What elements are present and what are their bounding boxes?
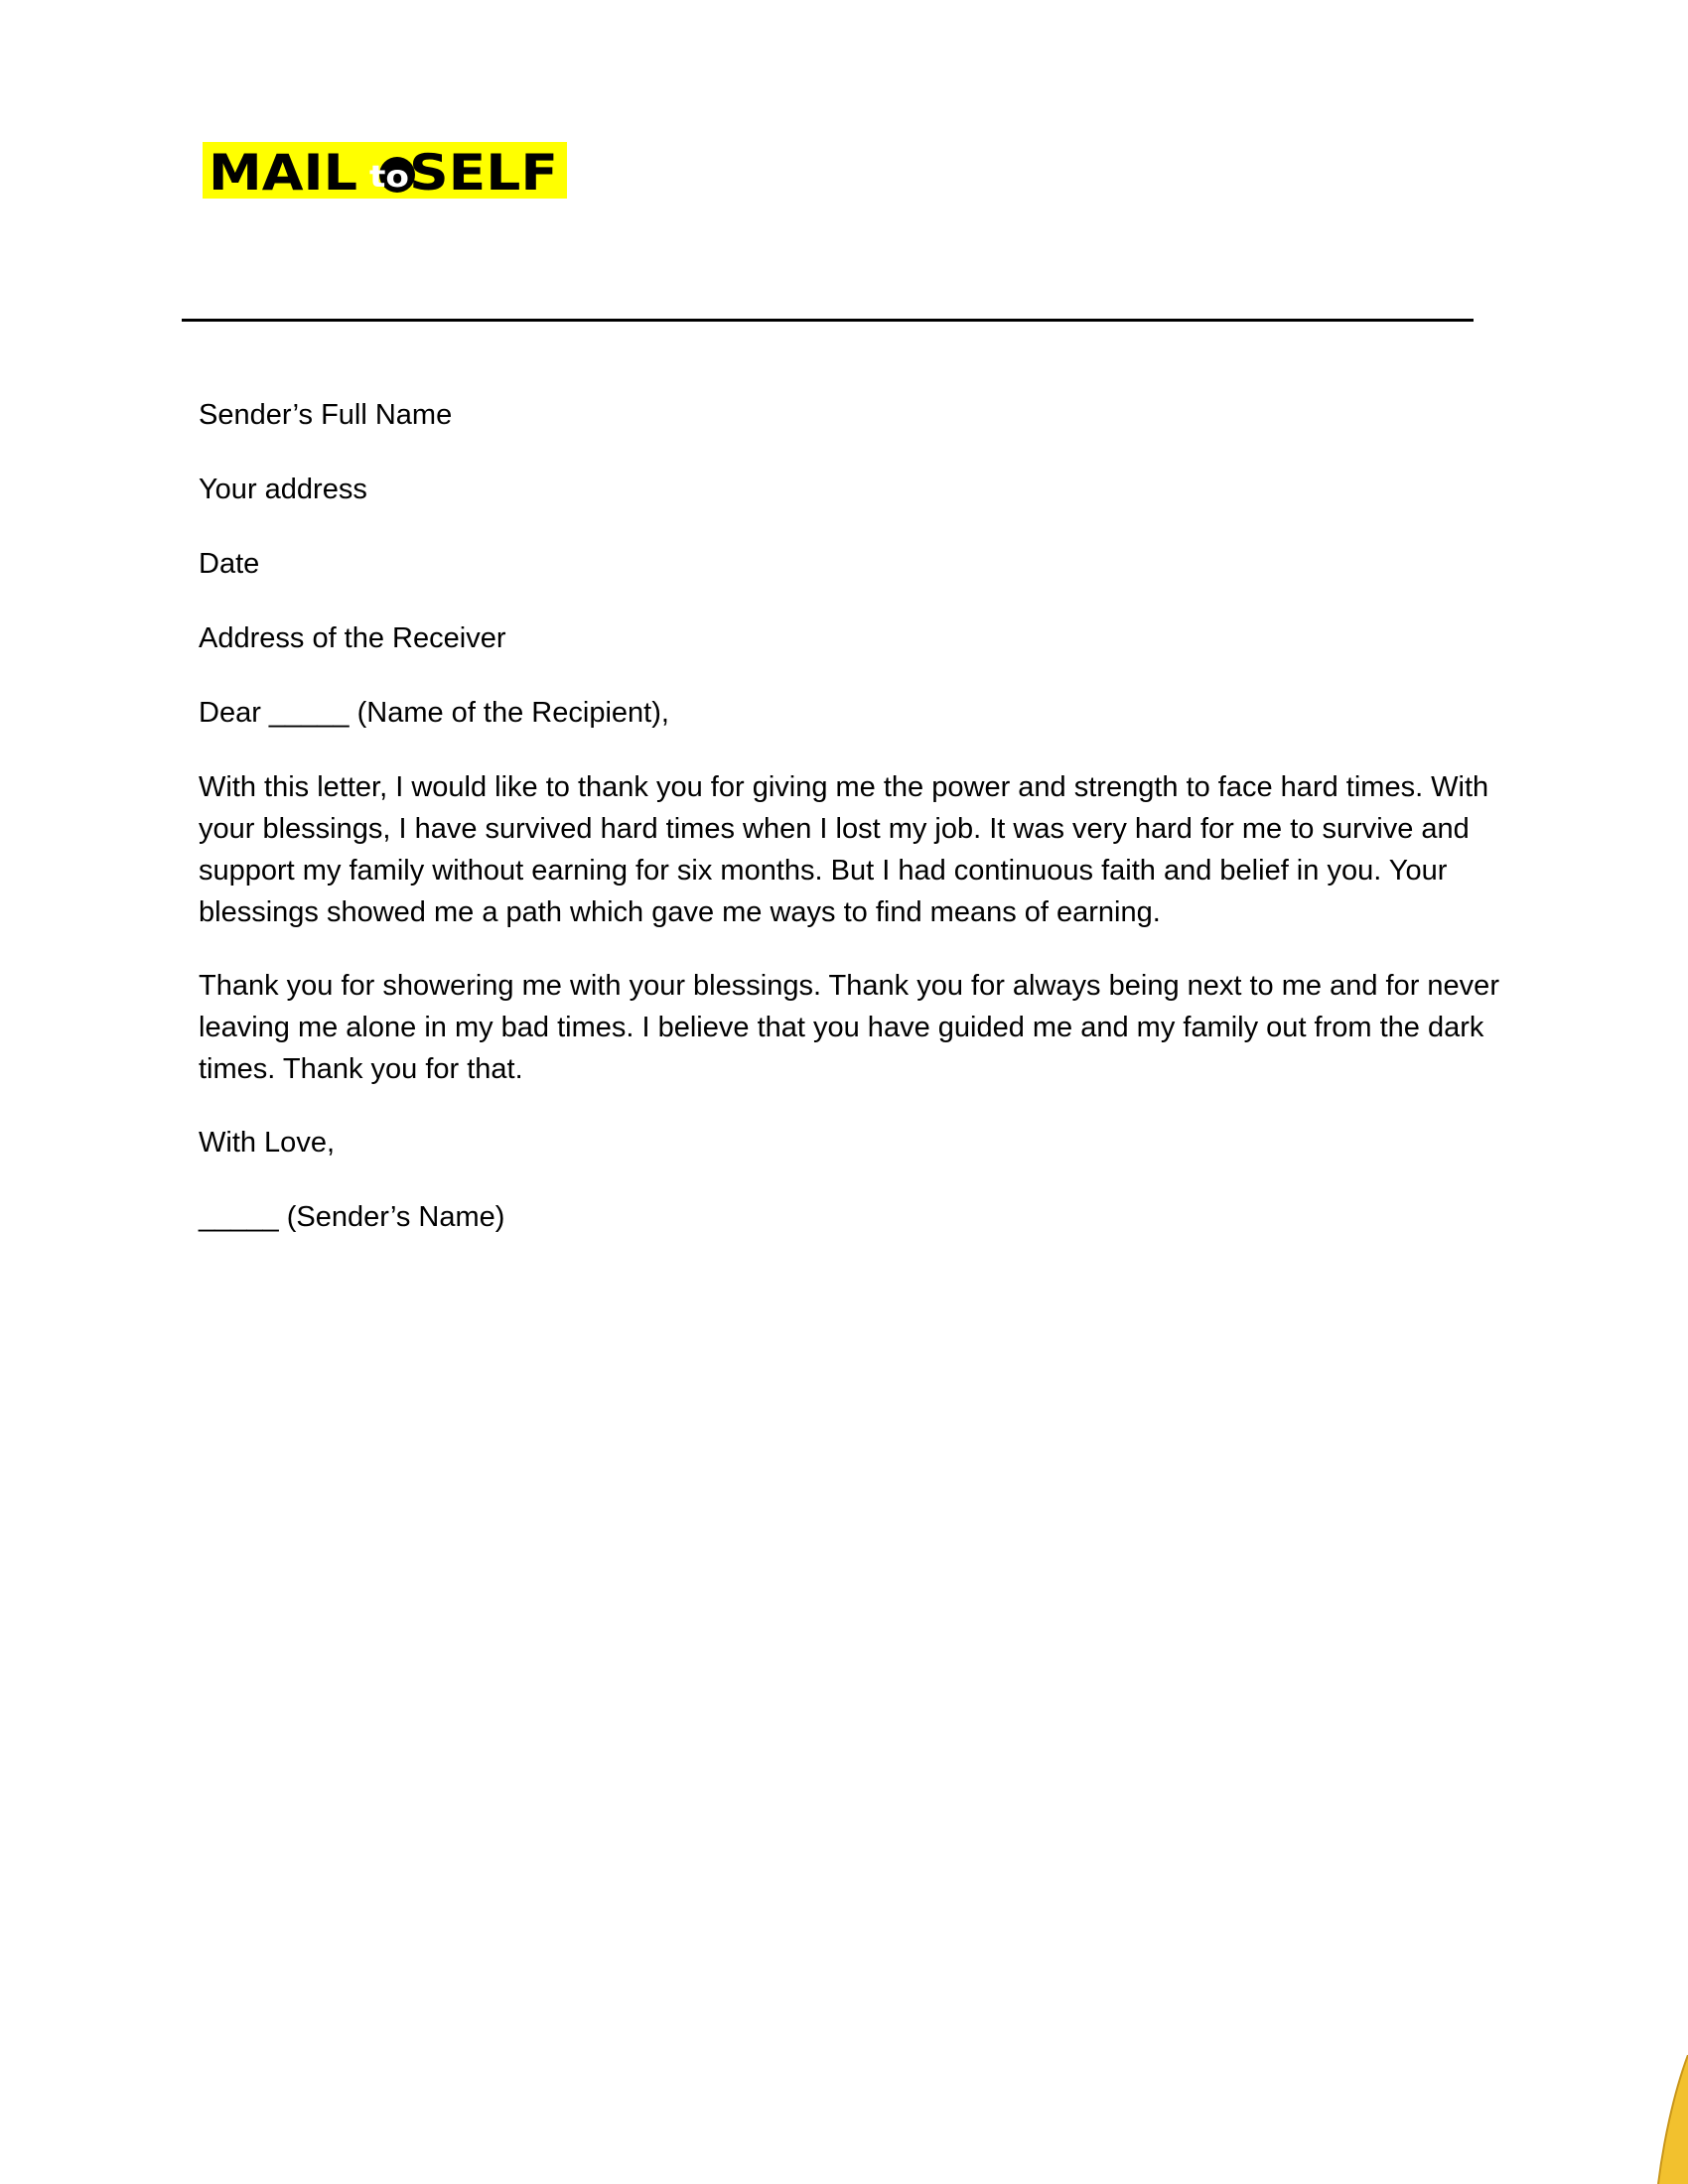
body-paragraph-2: Thank you for showering me with your blessings. Thank you for always being next to me and for never leaving me alone in my bad times. I believe that you have guided me and my family out from the dark times. Thank you for that. bbox=[199, 970, 1508, 1085]
receiver-address: Address of the Receiver bbox=[199, 622, 506, 654]
header-divider bbox=[182, 319, 1474, 322]
logo-word-self: SELF bbox=[409, 144, 558, 199]
signature-line: _____ (Sender’s Name) bbox=[199, 1201, 505, 1233]
corner-decoration bbox=[1628, 2055, 1688, 2184]
logo-wordmark bbox=[203, 142, 567, 199]
mail-to-self-logo bbox=[203, 142, 567, 199]
logo-word-mail: MAIL bbox=[209, 144, 357, 199]
sender-full-name: Sender’s Full Name bbox=[199, 399, 453, 431]
body-paragraph-1: With this letter, I would like to thank you for giving me the power and strength to face hard times. With your blessings, I have survived hard times when I lost my job. It was very hard for me to survive and support my family without earning for six months. But I had continuous faith and belief in you. Your blessings showed me a path which gave me ways to find means of earning. bbox=[199, 771, 1497, 928]
your-address: Your address bbox=[199, 474, 367, 505]
date-line: Date bbox=[199, 548, 260, 580]
logo-word-to: to bbox=[369, 160, 409, 195]
closing: With Love, bbox=[199, 1127, 335, 1159]
corner-curve-shape bbox=[1658, 2055, 1688, 2184]
salutation: Dear _____ (Name of the Recipient), bbox=[199, 697, 669, 729]
